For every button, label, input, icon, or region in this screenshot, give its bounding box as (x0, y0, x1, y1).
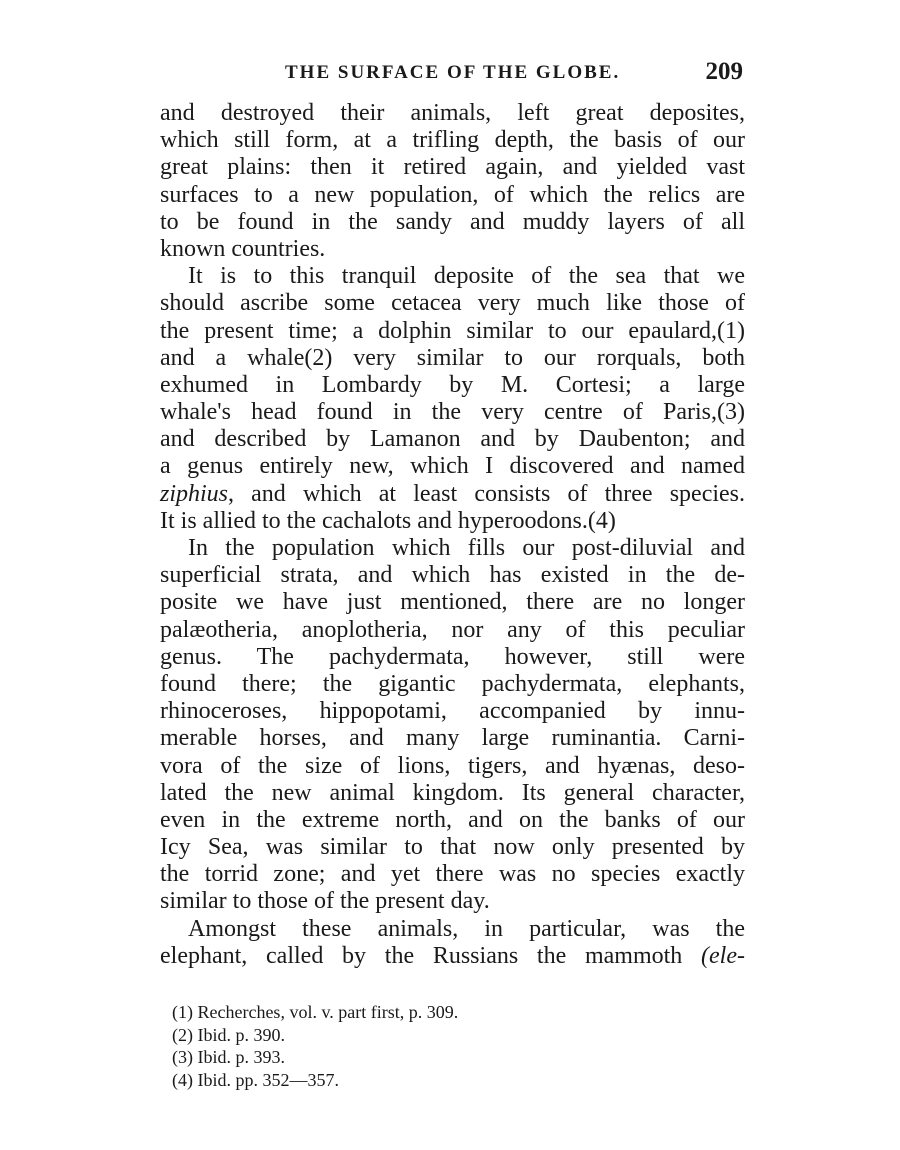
footnote-3: (3) Ibid. p. 393. (172, 1047, 285, 1067)
text-line: It is allied to the cachalots and hyperoodons.(4) (160, 507, 616, 534)
text-line: surfaces to a new population, of which the relics are (160, 181, 745, 208)
body-text (160, 100, 745, 970)
footnote-2: (2) Ibid. p. 390. (172, 1024, 285, 1045)
text-line: found there; the gigantic pachydermata, elephants, (160, 670, 745, 697)
text-line: superficial strata, and which has existed in the de- (160, 562, 745, 589)
text-line: to be found in the sandy and muddy layers of all (160, 208, 745, 235)
text-line: the present time; a dolphin similar to our epaulard,(1) (160, 317, 745, 344)
text-line-remainder: , and which at least consists of three species. (228, 480, 745, 507)
text-line: lated the new animal kingdom. Its general character, (160, 779, 745, 806)
text-line: Icy Sea, was similar to that now only presented by (160, 834, 745, 861)
text-line-ziphius (160, 481, 745, 508)
text-line: known countries. (160, 235, 326, 262)
text-line: palæotheria, anoplotheria, nor any of this peculiar (160, 616, 745, 643)
italic-word-fragment: (ele- (701, 942, 745, 969)
text-line-last (160, 943, 745, 970)
italic-genus-name: ziphius (160, 480, 229, 507)
text-line: should ascribe some cetacea very much like those of (160, 290, 745, 317)
text-line: In the population which fills our post-diluvial and (188, 535, 745, 561)
text-line: merable horses, and many large ruminantia. Carni- (160, 725, 745, 752)
text-line: and destroyed their animals, left great deposites, (160, 100, 745, 126)
text-line: whale's head found in the very centre of Paris,(3) (160, 399, 745, 426)
text-line: the torrid zone; and yet there was no species exactly (160, 861, 745, 888)
footnote-4: (4) Ibid. pp. 352—357. (172, 1069, 339, 1090)
text-line: exhumed in Lombardy by M. Cortesi; a large (160, 371, 745, 398)
text-line-start: elephant, called by the Russians the mammoth (160, 942, 702, 969)
running-head (160, 58, 745, 92)
text-line: It is to this tranquil deposite of the sea that we (188, 263, 745, 290)
text-line: which still form, at a trifling depth, the basis of our (160, 127, 745, 154)
text-line: a genus entirely new, which I discovered and named (160, 453, 745, 480)
text-line: great plains: then it retired again, and yielded vast (160, 154, 745, 181)
page-number: 209 (705, 58, 743, 85)
text-line: and a whale(2) very similar to our rorquals, both (160, 344, 745, 371)
footnote-1: (1) Recherches, vol. v. part first, p. 309. (172, 1002, 459, 1022)
text-line: and described by Lamanon and by Daubenton; and (160, 426, 745, 453)
text-line: posite we have just mentioned, there are no longer (160, 589, 745, 616)
footnotes (172, 1001, 592, 1091)
text-line: similar to those of the present day. (160, 888, 490, 915)
text-line: rhinoceroses, hippopotami, accompanied by innu- (160, 698, 745, 725)
running-title: THE SURFACE OF THE GLOBE. (285, 62, 621, 83)
text-line: vora of the size of lions, tigers, and hyænas, deso- (160, 752, 745, 779)
text-line: Amongst these animals, in particular, was the (188, 915, 745, 942)
text-line: even in the extreme north, and on the banks of our (160, 806, 745, 833)
text-line: genus. The pachydermata, however, still were (160, 643, 745, 670)
